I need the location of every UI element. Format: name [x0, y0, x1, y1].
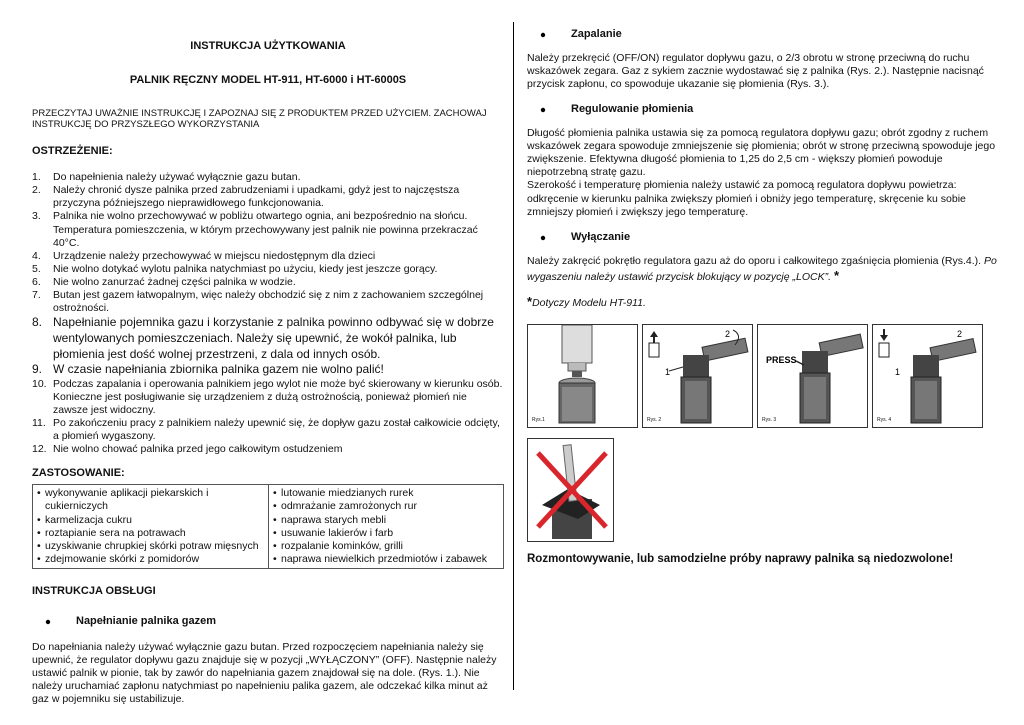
warning-text: W czasie napełniania zbiornika palnika gazem nie wolno palić!: [53, 362, 384, 377]
warning-number: 4.: [32, 249, 41, 262]
warning-item: [32, 250, 504, 263]
figure-4-number-2: 2: [957, 329, 963, 340]
warning-item: [32, 315, 504, 362]
footnote: [527, 294, 999, 310]
column-divider: [513, 22, 514, 690]
bullet-icon: •: [273, 552, 277, 565]
adjust-text-2: Szerokość i temperaturę płomienia należy ustawić za pomocą regulatora dopływu powietrza: odkręcenie w kierunku palnika zwiększy płomień i obniży jego temperaturę, skręcenie ku sobie zmniejszy płomień i zwiększy jego temperaturę.: [527, 179, 966, 218]
figure-1: [527, 324, 638, 428]
footnote-star: *: [527, 293, 533, 309]
figure-1-illustration: [528, 325, 637, 427]
figure-2-number-2: 2: [725, 329, 731, 340]
warning-item: [32, 417, 504, 443]
crossed-out-illustration: [528, 439, 613, 541]
press-label: PRESS: [766, 355, 797, 366]
warning-number: 9.: [32, 362, 43, 377]
figure-3-caption: Rys. 3: [762, 416, 777, 423]
warning-item: [32, 263, 504, 276]
warning-item: [32, 184, 504, 210]
ignite-heading: [527, 28, 999, 42]
use-item-text: naprawa niewielkich przedmiotów i zabawek: [281, 552, 488, 565]
bullet-icon: •: [37, 526, 41, 539]
warning-item: [32, 276, 504, 289]
use-item: [273, 487, 499, 500]
off-text: [527, 255, 999, 284]
off-heading-text: Wyłączanie: [571, 230, 631, 243]
intro-text: PRZECZYTAJ UWAŻNIE INSTRUKCJĘ I ZAPOZNAJ SIĘ Z PRODUKTEM PRZED UŻYCIEM. ZACHOWAJ INSTRUKCJĘ DO PRZYSZŁEGO WYKORZYSTANIA: [32, 107, 487, 131]
warning-text: Należy chronić dysze palnika przed zabrudzeniami i upadkami, gdyż jest to najczęstsza przyczyna późniejszego nieprawidłowego funkcjonowania.: [53, 184, 460, 210]
use-item: [37, 527, 264, 540]
doc-subtitle: PALNIK RĘCZNY MODEL HT-911, HT-6000 i HT-6000S: [129, 73, 407, 86]
adjust-heading: [527, 103, 999, 117]
figure-warning: [527, 438, 614, 542]
warning-number: 7.: [32, 289, 41, 302]
use-item-text: rozpalanie kominków, grilli: [281, 539, 403, 552]
use-item-text: lutowanie miedzianych rurek: [281, 487, 414, 500]
figure-3: [757, 324, 868, 428]
footnote-text: Dotyczy Modelu HT-911.: [532, 296, 646, 309]
use-item-text: odmrażanie zamrożonych rur: [281, 500, 417, 513]
warning-text: Podczas zapalania i operowania palnikiem jego wylot nie może być skierowany w kierunku osób. Konieczne jest posługiwanie się urządzeniem z dużą ostrożnością, ponieważ płomień nie zawsze jest widoczny.: [53, 377, 503, 416]
warning-text: Nie wolno zanurzać żadnej części palnika w wodzie.: [53, 276, 296, 288]
figure-2-number-1: 1: [665, 367, 671, 378]
figure-2-illustration: [643, 325, 752, 427]
bullet-icon: •: [273, 539, 277, 552]
use-item: [37, 487, 264, 513]
bullet-icon: [46, 619, 50, 623]
use-left-column: [33, 485, 268, 568]
warning-number: 11.: [32, 417, 46, 430]
figure-4-caption: Rys. 4: [877, 416, 892, 423]
warning-item: [32, 289, 504, 315]
bullet-icon: •: [273, 526, 277, 539]
bullet-icon: •: [37, 487, 41, 500]
adjust-heading-text: Regulowanie płomienia: [571, 103, 694, 116]
bullet-icon: •: [37, 552, 41, 565]
warning-text: Do napełnienia należy używać wyłącznie gazu butan.: [53, 171, 301, 183]
warning-item: [32, 171, 504, 184]
warning-item: [32, 210, 504, 249]
warning-number: 3.: [32, 210, 41, 223]
ignite-heading-text: Zapalanie: [571, 28, 622, 40]
bullet-icon: [541, 108, 545, 112]
ops-heading: INSTRUKCJA OBSŁUGI: [32, 585, 156, 597]
warning-item: [32, 362, 504, 378]
bullet-icon: •: [273, 513, 277, 526]
figures-row: [527, 324, 999, 428]
use-heading: ZASTOSOWANIE:: [32, 466, 125, 479]
warning-text: Nie wolno dotykać wylotu palnika natychmiast po użyciu, kiedy jest jeszcze gorący.: [53, 262, 438, 275]
use-item-text: zdejmowanie skórki z pomidorów: [45, 552, 200, 565]
figure-2-caption: Rys. 2: [647, 416, 662, 423]
bullet-icon: •: [37, 539, 41, 552]
warning-item: [32, 378, 504, 417]
use-item-text: wykonywanie aplikacji piekarskich i cukierniczych: [45, 487, 209, 513]
off-text-italic: Po wygaszeniu należy ustawić przycisk blokujący w pozycję „LOCK”.: [527, 254, 997, 283]
warning-text: Palnika nie wolno przechowywać w pobliżu otwartego ognia, ani bezpośrednio na słońcu. Temperatura pomieszczenia, w którym przechowywany jest palnik nie powinna przekraczać 40°C.: [53, 210, 478, 249]
figure-4-illustration: [873, 325, 982, 427]
use-item-text: usuwanie lakierów i farb: [281, 526, 394, 539]
use-item: [273, 500, 499, 513]
off-text-plain: Należy zakręcić pokrętło regulatora gazu aż do oporu i całkowitego zgaśnięcia płomienia (Rys.4.).: [527, 254, 984, 267]
doc-title: INSTRUKCJA UŻYTKOWANIA: [190, 40, 346, 52]
bullet-icon: •: [273, 487, 277, 500]
use-item: [273, 540, 499, 553]
bullet-icon: •: [37, 513, 41, 526]
warning-text: Nie wolno chować palnika przed jego całkowitym ostudzeniem: [53, 443, 343, 456]
bullet-icon: [541, 33, 545, 37]
use-item-text: roztapianie sera na potrawach: [45, 526, 186, 539]
use-table: [32, 484, 504, 569]
bullet-icon: •: [273, 500, 277, 513]
warning-item: [32, 443, 504, 456]
figure-2: [642, 324, 753, 428]
warning-text: Po zakończeniu pracy z palnikiem należy upewnić się, że dopływ gazu został całkowicie odcięty, a płomień wygaszony.: [53, 417, 500, 443]
ignite-text: Należy przekręcić (OFF/ON) regulator dopływu gazu, o 2/3 obrotu w stronę przeciwną do ruchu wskazówek zegara. Gaz z sykiem zacznie wydostawać się z palnika (Rys. 2.). Następnie nacisnąć przycisk zapłonu, co spowoduje ukazanie się płomienia (Rys. 3.).: [527, 51, 984, 90]
figure-1-caption: Rys.1: [532, 416, 545, 423]
right-column: [527, 28, 999, 567]
warning-number: 1.: [32, 171, 41, 183]
use-item: [37, 553, 264, 566]
use-item: [273, 553, 499, 566]
use-item-text: karmelizacja cukru: [45, 513, 132, 526]
warning-number: 2.: [32, 184, 41, 197]
use-item: [273, 514, 499, 527]
off-heading: [527, 231, 999, 245]
warning-text: Butan jest gazem łatwopalnym, więc należy obchodzić się z nim z zachowaniem szczególnej ostrożności.: [53, 289, 484, 315]
use-item-text: naprawa starych mebli: [281, 513, 387, 526]
warnings-heading: OSTRZEŻENIE:: [32, 145, 113, 158]
figure-3-illustration: [758, 325, 867, 427]
fill-heading: [32, 615, 504, 629]
left-column: [32, 38, 504, 706]
final-warning: Rozmontowywanie, lub samodzielne próby naprawy palnika są niedozwolone!: [527, 553, 954, 566]
bullet-icon: [541, 235, 545, 239]
warning-number: 10.: [32, 377, 47, 390]
warning-number: 6.: [32, 276, 41, 288]
figure-4: [872, 324, 983, 428]
fill-heading-text: Napełnianie palnika gazem: [76, 614, 216, 627]
use-item: [273, 527, 499, 540]
adjust-text-1: Długość płomienia palnika ustawia się za pomocą regulatora dopływu gazu; obrót zgodny z ruchem wskazówek zegara spowoduje zmniejszenie się płomienia; obrót w stronę przeciwną spowoduje jego zwiększenie. Efektywna długość płomienia to 1,25 do 2,5 cm - większy płomień powoduje niepotrzebną stratę gazu.: [527, 126, 996, 179]
use-right-column: [268, 485, 503, 568]
use-item-text: uzyskiwanie chrupkiej skórki potraw mięsnych: [45, 539, 259, 552]
use-item: [37, 514, 264, 527]
warning-number: 12.: [32, 443, 47, 456]
warning-number: 8.: [32, 315, 43, 330]
warning-text: Urządzenie należy przechowywać w miejscu niedostępnym dla dzieci: [53, 249, 376, 262]
fill-text: Do napełniania należy używać wyłącznie gazu butan. Przed rozpoczęciem napełniania należy się upewnić, że regulator dopływu gazu znajduje się w pozycji „WYŁĄCZONY” (OFF). Następnie należy ustawić palnik w pionie, tak by zawór do napełniania gazem znajdował się na dole. (Rys. 1.). Nie należy uruchamiać zapłonu natychmiast po napełnieniu palika gazem, ale odczekać kilka minut aż gaz w pojemniku się ustabilizuje.: [32, 640, 497, 705]
warning-text: Napełnianie pojemnika gazu i korzystanie z palnika powinno odbywać się w dobrze wentylowanych pomieszczeniach. Należy się upewnić, że wokół palnika, lub płomienia jest dość wolnej przestrzeni, z dala od innych osób.: [53, 315, 494, 361]
figure-4-number-1: 1: [895, 367, 901, 378]
star-mark: *: [833, 267, 840, 283]
warning-number: 5.: [32, 262, 41, 275]
warnings-list: [32, 171, 504, 457]
use-item: [37, 540, 264, 553]
